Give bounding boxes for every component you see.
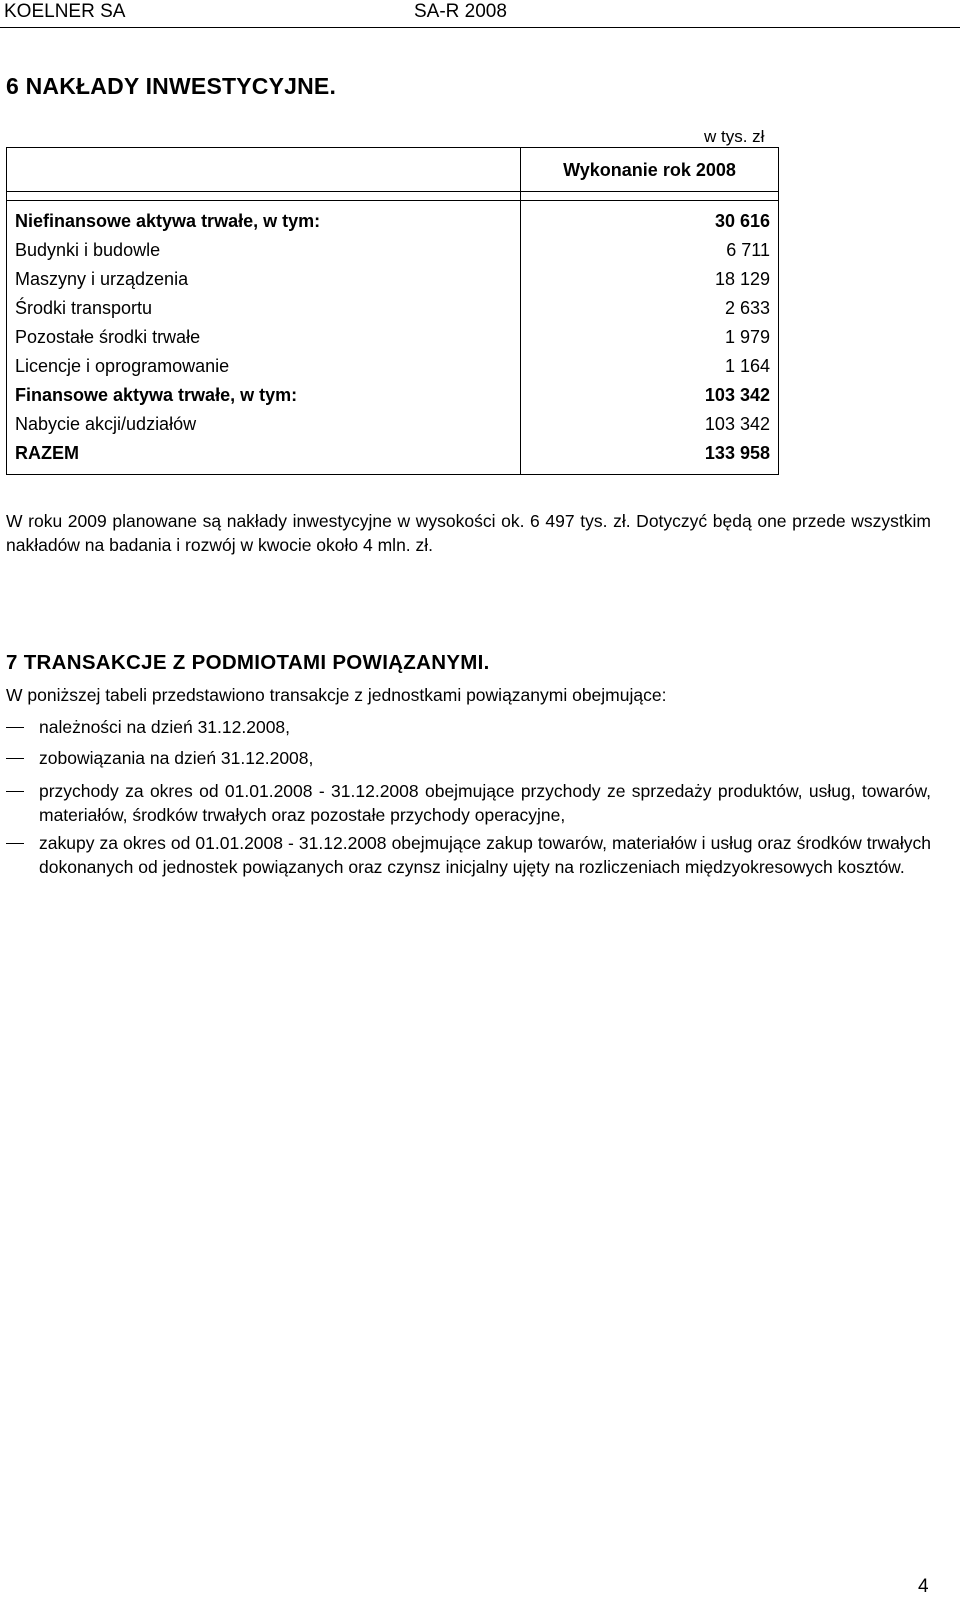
row-label: Maszyny i urządzenia: [7, 265, 521, 294]
row-value: 103 342: [521, 381, 779, 410]
row-label: Finansowe aktywa trwałe, w tym:: [7, 381, 521, 410]
table-row: [7, 201, 779, 237]
table-row: [7, 323, 779, 352]
table-row: [7, 410, 779, 439]
table-row: [7, 294, 779, 323]
row-value: 2 633: [521, 294, 779, 323]
dash-icon: [6, 727, 24, 728]
table-spacer-cell: [521, 192, 779, 201]
row-label: Niefinansowe aktywa trwałe, w tym:: [7, 201, 521, 237]
table-row: [7, 236, 779, 265]
row-label: Środki transportu: [7, 294, 521, 323]
dash-icon: [6, 843, 24, 844]
table-spacer-row: [7, 192, 779, 201]
table-row: [7, 381, 779, 410]
page-header: [0, 0, 960, 32]
header-rule: [0, 27, 960, 28]
bullet-text: należności na dzień 31.12.2008,: [39, 717, 291, 737]
table-spacer-cell: [7, 192, 521, 201]
section-7-title: 7 TRANSAKCJE Z PODMIOTAMI POWIĄZANYMI.: [6, 651, 490, 674]
bullet-text: zakupy za okres od 01.01.2008 - 31.12.2008 obejmujące zakup towarów, materiałów i usług oraz środków trwałych dokonanych od jednostek powiązanych oraz czynsz inicjalny ujęty na rozliczeniach międzyokresowych kosztów.: [39, 833, 931, 877]
header-report: SA-R 2008: [414, 1, 507, 22]
table-unit-label: w tys. zł: [704, 127, 765, 146]
row-label: Licencje i oprogramowanie: [7, 352, 521, 381]
row-value: 133 958: [521, 439, 779, 475]
row-label: Budynki i budowle: [7, 236, 521, 265]
table-column-header: Wykonanie rok 2008: [521, 148, 779, 192]
table-header-row: [7, 148, 779, 192]
table-row: [7, 352, 779, 381]
page-number: 4: [918, 1576, 929, 1597]
row-value: 1 979: [521, 323, 779, 352]
row-value: 18 129: [521, 265, 779, 294]
row-value: 6 711: [521, 236, 779, 265]
row-value: 1 164: [521, 352, 779, 381]
row-value: 103 342: [521, 410, 779, 439]
investment-plan-paragraph: W roku 2009 planowane są nakłady inwestycyjne w wysokości ok. 6 497 tys. zł. Dotyczyć będą one przede wszystkim nakładów na badania i rozwój w kwocie około 4 mln. zł.: [6, 511, 931, 555]
dash-icon: [6, 791, 24, 792]
row-label: Nabycie akcji/udziałów: [7, 410, 521, 439]
dash-icon: [6, 758, 24, 759]
section-6-title: 6 NAKŁADY INWESTYCYJNE.: [6, 73, 337, 99]
section-7-intro: W poniższej tabeli przedstawiono transakcje z jednostkami powiązanymi obejmujące:: [6, 685, 667, 705]
row-label: Pozostałe środki trwałe: [7, 323, 521, 352]
row-label: RAZEM: [7, 439, 521, 475]
bullet-text: przychody za okres od 01.01.2008 - 31.12.2008 obejmujące przychody ze sprzedaży produktów, usług, towarów, materiałów, środków trwałych oraz pozostałe przychody operacyjne,: [39, 781, 931, 825]
investment-table: [6, 147, 779, 475]
row-value: 30 616: [521, 201, 779, 237]
table-row: [7, 265, 779, 294]
table-total-row: [7, 439, 779, 475]
table-header-empty-cell: [7, 148, 521, 192]
bullet-text: zobowiązania na dzień 31.12.2008,: [39, 748, 314, 768]
header-company: KOELNER SA: [4, 1, 126, 22]
